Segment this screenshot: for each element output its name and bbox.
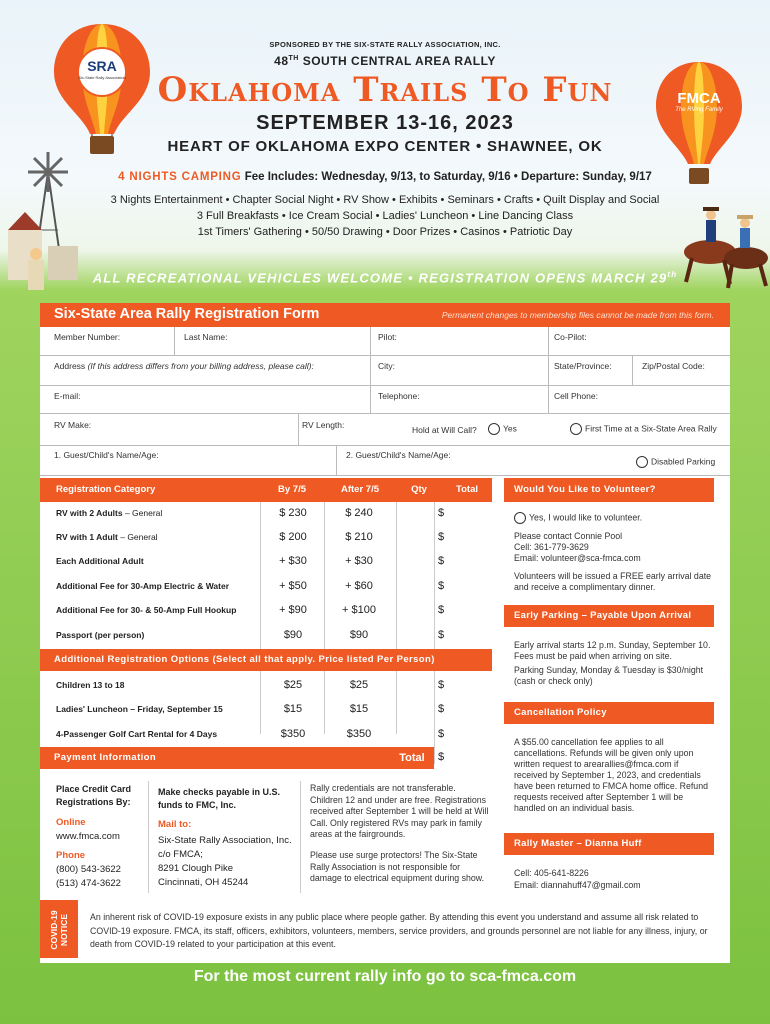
volunteer-contact-line: Cell: 361-779-3629 [514,542,589,552]
reg-row-total[interactable]: $ [438,555,445,567]
reg-row-label [56,532,158,542]
first-time-label: First Time at a Six-State Area Rally [585,423,717,434]
additional-row-price: $15 [283,703,303,715]
address-label: Address [54,361,86,371]
field-divider [370,327,371,413]
disabled-parking-radio[interactable] [636,456,715,468]
volunteer-contact-line: Email: volunteer@sca-fmca.com [514,553,641,563]
phone-number-2: (513) 474-3622 [56,878,121,889]
sra-logo-text: SRA [87,58,117,74]
edition-suffix: TH [288,55,299,62]
form-header [40,303,730,327]
reg-row-price-after: $ 240 [345,507,373,519]
additional-row-price-after: $15 [349,703,369,715]
reg-row-price-by: $90 [283,629,303,641]
city-field[interactable]: City: [378,361,395,371]
total-label: Total [390,747,434,769]
volunteer-contact-line: Please contact Connie Pool [514,531,623,541]
cancellation-text: A $55.00 cancellation fee applies to all cancellations. Refunds will be given only upon written request to arearallies@fmca.com if received by September 1, 2023, and credentials have been returned to FMCA home office. Refund requests received after September 1 will be handled on an individual basis. [514,737,708,813]
covid-notice-tab [40,900,78,958]
mail-line: c/o FMCA; [158,849,203,860]
reg-row-total[interactable]: $ [438,531,445,543]
address-field[interactable] [54,361,314,371]
surge-note: Please use surge protectors! The Six-State Rally Association is not responsible for damage to electrical equipment during show. [310,850,485,883]
first-time-radio[interactable] [570,423,717,435]
form-title: Six-State Area Rally Registration Form [54,306,320,322]
table-divider [324,502,325,734]
field-divider [40,445,730,446]
rally-master-header: Rally Master – Dianna Huff [504,833,714,855]
reg-row-total[interactable]: $ [438,629,445,641]
includes-line-2: 3 Full Breakfasts • Ice Cream Social • Ladies' Luncheon • Line Dancing Class [196,210,574,222]
volunteer-radio[interactable] [514,512,714,524]
field-divider [40,355,730,356]
online-url[interactable]: www.fmca.com [56,831,120,842]
reg-row-price-after: + $30 [345,555,373,567]
cell-phone-field[interactable]: Cell Phone: [554,391,598,401]
table-divider [434,502,435,764]
rally-master-line[interactable]: Email: diannahuff47@gmail.com [514,880,641,890]
field-divider [40,475,730,476]
additional-row-price-after: $350 [346,728,372,740]
includes-line-3: 1st Timers' Gathering • 50/50 Drawing • Door Prizes • Casinos • Patriotic Day [197,226,573,238]
last-name-field[interactable]: Last Name: [184,332,228,342]
mail-line: Cincinnati, OH 45244 [158,877,249,888]
early-parking-header: Early Parking – Payable Upon Arrival [504,605,714,627]
rv-make-field[interactable]: RV Make: [54,420,92,430]
volunteer-option: Yes, I would like to volunteer. [529,512,643,523]
reg-row-name: RV with 2 Adults [56,508,123,518]
disabled-parking-label: Disabled Parking [651,456,716,467]
additional-row-price: $350 [280,728,306,740]
camping-line [0,171,770,183]
phone-label: Phone [56,850,86,861]
reg-row-price-by: + $30 [279,555,307,567]
additional-row-label: 4-Passenger Golf Cart Rental for 4 Days [56,729,218,739]
reg-header-qty: Qty [396,478,442,502]
grand-total[interactable]: $ [438,751,445,763]
reg-row-total[interactable]: $ [438,580,445,592]
reg-row-price-after: + $60 [345,580,373,592]
payment-divider [148,781,149,893]
field-divider [632,355,633,385]
pilot-field[interactable]: Pilot: [378,332,397,342]
reg-row-label [56,508,162,518]
online-label: Online [56,817,86,828]
includes-line-1: 3 Nights Entertainment • Chapter Social Night • RV Show • Exhibits • Seminars • Crafts • Quilt Display and Social [110,194,660,206]
event-name: SOUTH CENTRAL AREA RALLY [302,54,496,68]
camping-key: 4 NIGHTS CAMPING [118,171,242,183]
credentials-note: Rally credentials are not transferable. Children 12 and under are free. Registrations received after September 1 will be held at Will Call. Only registered RVs may park in family areas at the fairgrounds. [310,783,489,839]
welcome-text: ALL RECREATIONAL VEHICLES WELCOME • REGISTRATION OPENS MARCH 29 [92,270,668,286]
radio-icon [570,423,582,435]
radio-icon [636,456,648,468]
credit-card-title: Place Credit Card Registrations By: [56,784,132,807]
welcome-banner [0,270,770,285]
hold-yes-label: Yes [503,423,517,434]
event-title: Oklahoma Trails To Fun [157,70,613,110]
zip-field[interactable]: Zip/Postal Code: [642,361,705,371]
reg-row-suffix: – General [122,508,163,518]
fmca-logo-subtext: The RVing Family [675,107,723,113]
reg-row-price-after: + $100 [342,604,376,616]
radio-icon [488,423,500,435]
mail-line: Six-State Rally Association, Inc. [158,835,292,846]
event-edition [0,54,770,68]
edition-number: 48 [274,54,289,68]
early-parking-text-1: Early arrival starts 12 p.m. Sunday, September 10. Fees must be paid when arriving on site. [514,640,711,661]
reg-header-after: After 7/5 [324,478,396,502]
rally-master-line: Cell: 405-641-8226 [514,868,589,878]
covid-notice-label: COVID-19 NOTICE [49,910,69,950]
reg-row-total[interactable]: $ [438,604,445,616]
reg-row-label: Additional Fee for 30- & 50-Amp Full Hookup [56,605,237,615]
additional-row-price-after: $25 [349,679,369,691]
fmca-logo-text: FMCA [677,90,721,107]
cancellation-header: Cancellation Policy [504,702,714,724]
field-divider [548,327,549,413]
hold-yes-radio[interactable] [488,423,517,435]
rv-length-field[interactable]: RV Length: [302,420,345,430]
guest1-field[interactable]: 1. Guest/Child's Name/Age: [54,450,159,460]
hold-will-call-label: Hold at Will Call? [412,425,477,435]
reg-row-name: RV with 1 Adult [56,532,118,542]
volunteer-perk: Volunteers will be issued a FREE early arrival date and receive a complimentary dinner. [514,571,712,592]
event-venue: HEART OF OKLAHOMA EXPO CENTER • SHAWNEE, OK [167,138,603,155]
reg-header-total: Total [442,478,492,502]
registration-form [40,303,730,963]
reg-header-category: Registration Category [40,478,260,502]
reg-row-price-by: + $90 [279,604,307,616]
reg-row-price-by: $ 230 [279,507,307,519]
member-number-field[interactable]: Member Number: [54,332,121,342]
field-divider [336,445,337,475]
sra-logo-subtext: Six-State Rally Association [78,75,126,80]
reg-row-suffix: – General [117,532,158,542]
reg-row-label: Passport (per person) [56,630,145,640]
mail-line: 8291 Clough Pike [158,863,233,874]
additional-row-label: Children 13 to 18 [56,680,125,690]
footer-link[interactable]: For the most current rally info go to sca-fmca.com [193,968,577,985]
reg-row-total[interactable]: $ [438,507,445,519]
additional-row-total[interactable]: $ [438,728,445,740]
volunteer-header: Would You Like to Volunteer? [504,478,714,502]
phone-number-1: (800) 543-3622 [56,864,121,875]
copilot-field[interactable]: Co-Pilot: [554,332,587,342]
reg-row-price-by: + $50 [279,580,307,592]
field-divider [174,327,175,355]
form-note: Permanent changes to membership files cannot be made from this form. [441,310,714,320]
reg-row-price-after: $ 210 [345,531,373,543]
covid-notice-text: An inherent risk of COVID-19 exposure exists in any public place where people gather. By attending this event you understand and assume all risk related to COVID-19 exposure. FMCA, its staff, officers, exhibitors, volunteers, members, service providers, and grounds personnel are not liable for any illness, injury, or death from COVID-19 related to your participation at this event. [90,912,708,949]
radio-icon [514,512,526,524]
payment-info-header: Payment Information [40,747,390,769]
payment-divider [300,781,301,893]
sponsor-line: SPONSORED BY THE SIX-STATE RALLY ASSOCIATION, INC. [269,40,501,49]
reg-header-by: By 7/5 [260,478,324,502]
additional-row-total[interactable]: $ [438,703,445,715]
address-note: (If this address differs from your billing address, please call): [87,361,314,371]
reg-row-label: Additional Fee for 30-Amp Electric & Water [56,581,230,591]
event-dates: SEPTEMBER 13-16, 2023 [256,112,514,134]
additional-row-total[interactable]: $ [438,679,445,691]
additional-options-header: Additional Registration Options (Select all that apply. Price listed Per Person) [40,649,492,671]
field-divider [40,413,730,414]
reg-row-label: Each Additional Adult [56,556,144,566]
state-field[interactable]: State/Province: [554,361,612,371]
telephone-field[interactable]: Telephone: [378,391,420,401]
reg-row-price-by: $ 200 [279,531,307,543]
reg-row-price-after: $90 [349,629,369,641]
email-field[interactable]: E-mail: [54,391,81,401]
welcome-suffix: th [667,270,678,279]
camping-detail: Fee Includes: Wednesday, 9/13, to Saturday, 9/16 • Departure: Sunday, 9/17 [244,171,652,183]
checks-title: Make checks payable in U.S. funds to FMC, Inc. [158,787,281,810]
additional-row-label: Ladies' Luncheon – Friday, September 15 [56,704,223,714]
table-divider [396,502,397,734]
additional-row-price: $25 [283,679,303,691]
guest2-field[interactable]: 2. Guest/Child's Name/Age: [346,450,451,460]
table-divider [260,502,261,734]
field-divider [40,385,730,386]
field-divider [298,413,299,445]
early-parking-text-2: Parking Sunday, Monday & Tuesday is $30/night (cash or check only) [514,665,704,686]
mail-label: Mail to: [158,819,192,830]
